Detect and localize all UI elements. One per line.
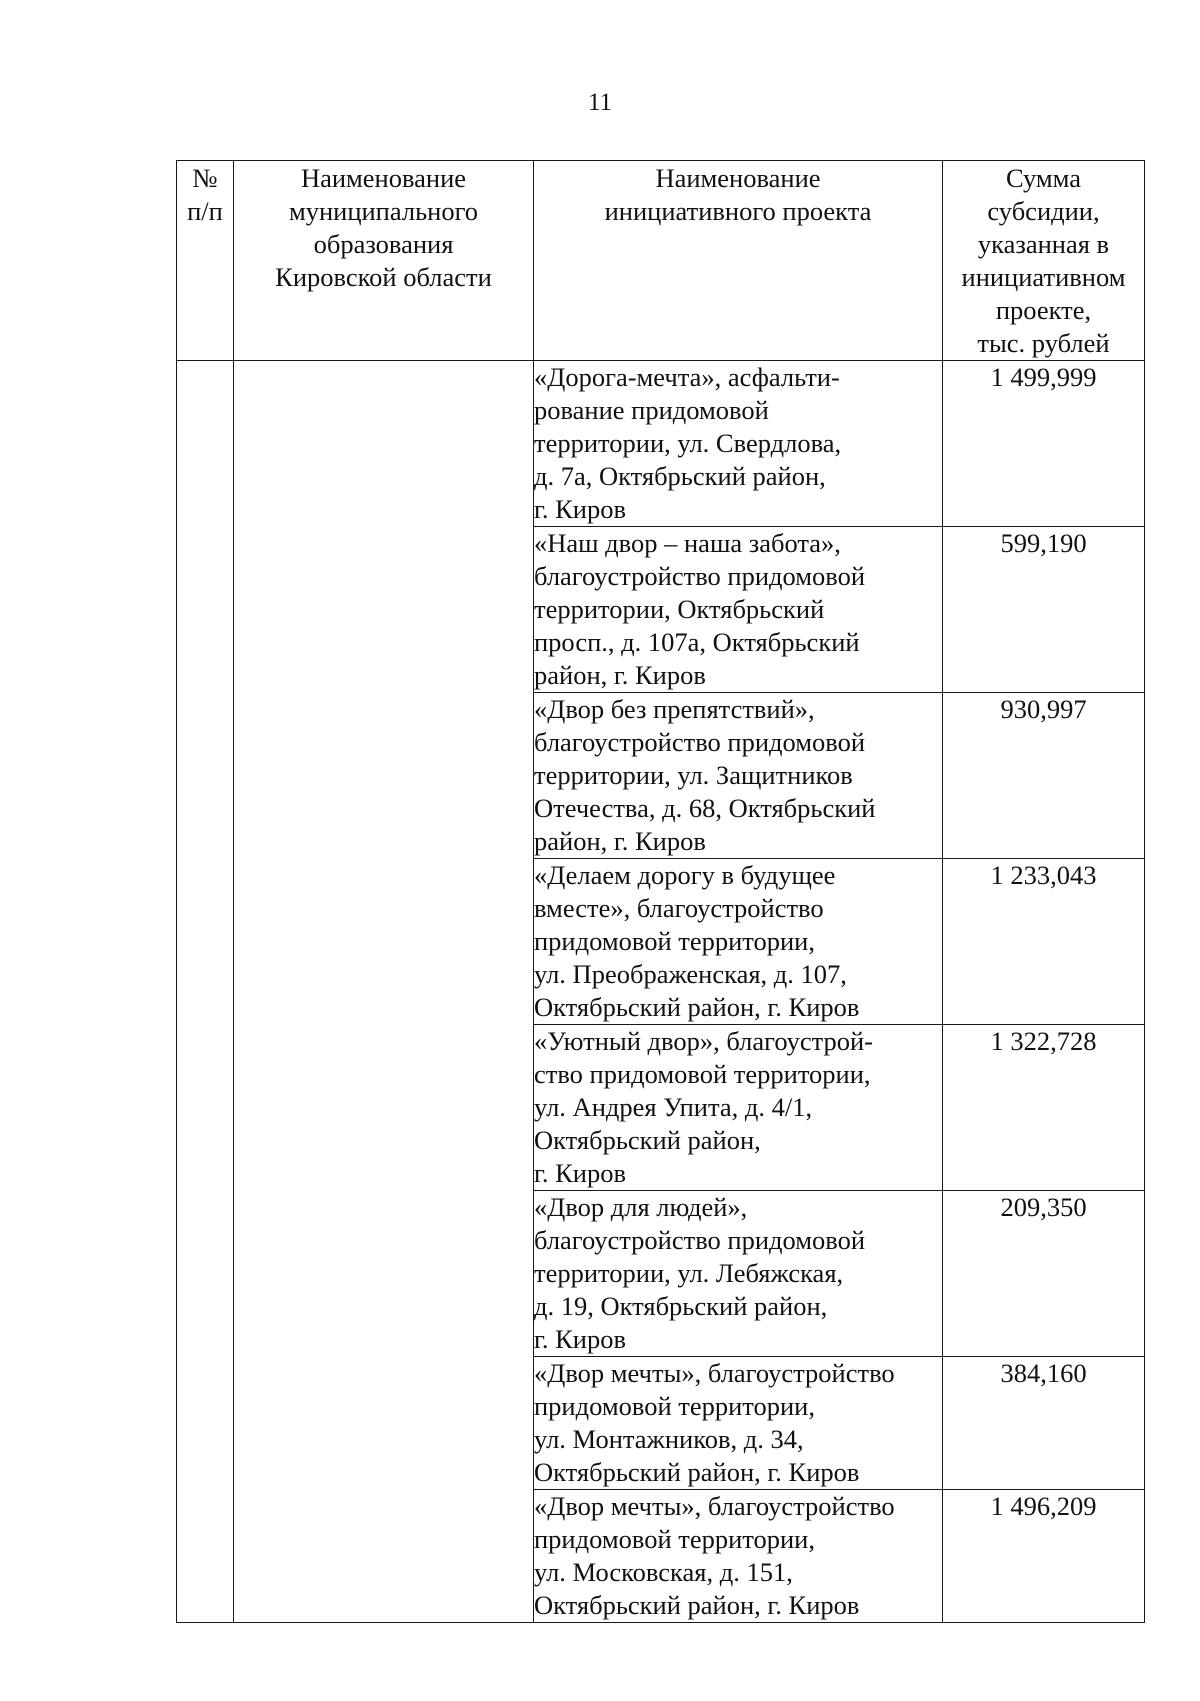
- header-line: Сумма: [1005, 163, 1082, 193]
- project-line: «Делаем дорогу в будущее: [534, 860, 836, 890]
- project-line: д. 19, Октябрьский район,: [534, 1291, 828, 1321]
- subsidy-table: [176, 160, 1145, 1623]
- project-line: Отечества, д. 68, Октябрьский: [534, 793, 876, 823]
- header-amount: [943, 161, 1145, 361]
- project-line: район, г. Киров: [534, 826, 706, 856]
- project-line: ство придомовой территории,: [534, 1059, 871, 1089]
- project-line: придомовой территории,: [534, 926, 815, 956]
- project-line: Октябрьский район, г. Киров: [534, 1457, 860, 1487]
- project-line: ул. Московская, д. 151,: [534, 1557, 793, 1587]
- header-line: Наименование: [655, 163, 821, 193]
- project-line: придомовой территории,: [534, 1524, 815, 1554]
- project-line: Октябрьский район, г. Киров: [534, 992, 860, 1022]
- header-project: [534, 161, 943, 361]
- project-line: территории, ул. Защитников: [534, 760, 853, 790]
- header-municipality: [234, 161, 534, 361]
- project-cell: [534, 693, 943, 859]
- header-line: субсидии,: [987, 196, 1100, 226]
- project-line: благоустройство придомовой: [534, 561, 866, 591]
- header-line: Наименование: [300, 163, 467, 193]
- project-cell: [534, 1357, 943, 1490]
- project-line: г. Киров: [534, 1158, 626, 1188]
- amount-cell: 1 499,999: [943, 361, 1145, 527]
- project-line: г. Киров: [534, 494, 626, 524]
- header-line: указанная в: [977, 229, 1110, 259]
- number-cell: [177, 361, 234, 1623]
- project-line: территории, Октябрьский: [534, 594, 825, 624]
- header-line: Кировской области: [275, 262, 492, 292]
- project-line: Октябрьский район,: [534, 1125, 761, 1155]
- project-line: г. Киров: [534, 1324, 626, 1354]
- project-line: «Наш двор – наша забота»,: [534, 528, 841, 558]
- project-line: «Дорога-мечта», асфальти-: [534, 362, 840, 392]
- municipality-cell: [234, 361, 534, 1623]
- amount-cell: 384,160: [943, 1357, 1145, 1490]
- project-line: район, г. Киров: [534, 660, 706, 690]
- header-line: муниципального: [288, 196, 479, 226]
- project-line: ул. Преображенская, д. 107,: [534, 959, 847, 989]
- project-line: Октябрьский район, г. Киров: [534, 1590, 860, 1620]
- amount-cell: 1 233,043: [943, 859, 1145, 1025]
- project-cell: [534, 859, 943, 1025]
- project-line: благоустройство придомовой: [534, 727, 866, 757]
- project-line: ул. Монтажников, д. 34,: [534, 1424, 804, 1454]
- project-line: вместе», благоустройство: [534, 893, 824, 923]
- project-cell: [534, 1025, 943, 1191]
- header-line: проекте,: [995, 295, 1092, 325]
- project-line: «Двор мечты», благоустройство: [534, 1491, 895, 1521]
- project-line: «Двор для людей»,: [534, 1192, 748, 1222]
- project-line: «Уютный двор», благоустрой-: [534, 1026, 874, 1056]
- header-line: п/п: [187, 196, 223, 226]
- project-cell: [534, 1490, 943, 1623]
- header-line: тыс. рублей: [977, 328, 1110, 358]
- header-number: [177, 161, 234, 361]
- header-row: [177, 161, 1145, 361]
- project-line: ул. Андрея Упита, д. 4/1,: [534, 1092, 813, 1122]
- project-line: «Двор мечты», благоустройство: [534, 1358, 895, 1388]
- amount-cell: 209,350: [943, 1191, 1145, 1357]
- project-line: д. 7а, Октябрьский район,: [534, 461, 826, 491]
- project-cell: [534, 527, 943, 693]
- project-line: просп., д. 107а, Октябрьский: [534, 627, 860, 657]
- amount-cell: 1 496,209: [943, 1490, 1145, 1623]
- project-line: территории, ул. Свердлова,: [534, 428, 842, 458]
- project-line: «Двор без препятствий»,: [534, 694, 815, 724]
- amount-cell: 930,997: [943, 693, 1145, 859]
- header-line: инициативном: [961, 262, 1126, 292]
- page-number: 11: [587, 89, 613, 116]
- amount-cell: 599,190: [943, 527, 1145, 693]
- amount-cell: 1 322,728: [943, 1025, 1145, 1191]
- project-cell: [534, 361, 943, 527]
- table-header: [177, 161, 1145, 361]
- project-line: придомовой территории,: [534, 1391, 815, 1421]
- header-line: инициативного проекта: [604, 196, 872, 226]
- project-cell: [534, 1191, 943, 1357]
- header-line: образования: [313, 229, 454, 259]
- project-line: территории, ул. Лебяжская,: [534, 1258, 844, 1288]
- table-body: [177, 361, 1145, 1623]
- project-line: благоустройство придомовой: [534, 1225, 866, 1255]
- table-row: [177, 361, 1145, 527]
- project-line: рование придомовой: [534, 395, 769, 425]
- header-line: №: [192, 163, 218, 193]
